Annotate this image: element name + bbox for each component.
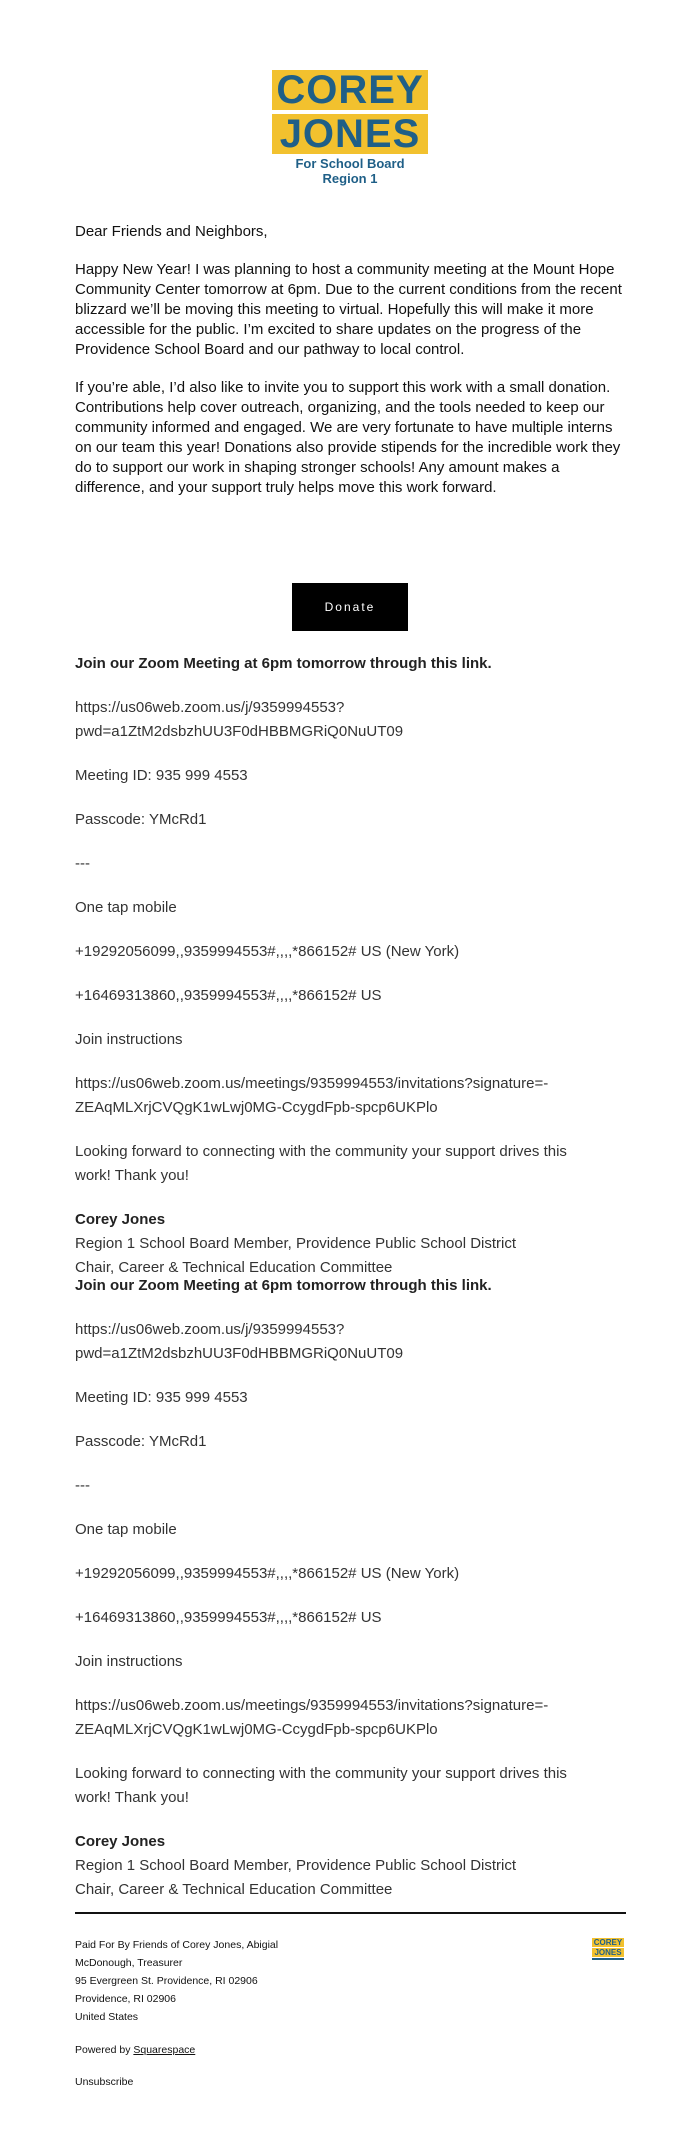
meeting-id: Meeting ID: 935 999 4553 <box>75 767 248 784</box>
footer-logo <box>592 1938 624 1960</box>
signature-name: Corey Jones <box>75 1211 166 1228</box>
footer-address <box>75 1936 315 2026</box>
closing-line-1: Looking forward to connecting with the community your support drives this <box>75 1143 567 1160</box>
separator: --- <box>75 855 90 872</box>
campaign-logo <box>272 68 428 186</box>
signature-role-2: Chair, Career & Technical Education Committee <box>75 1259 393 1276</box>
phone-new-york[interactable]: +19292056099,,9359994553#,,,,*866152# US (New York) <box>75 943 460 960</box>
invitation-link-line-1[interactable]: https://us06web.zoom.us/meetings/9359994553/invitations?signature=- <box>75 1075 549 1092</box>
zoom-link-line-1[interactable]: https://us06web.zoom.us/j/9359994553? <box>75 699 345 716</box>
phone-new-york[interactable]: +19292056099,,9359994553#,,,,*866152# US (New York) <box>75 1565 460 1582</box>
country: United States <box>75 2011 139 2023</box>
signature-role-2: Chair, Career & Technical Education Committee <box>75 1881 393 1898</box>
phone-us[interactable]: +16469313860,,9359994553#,,,,*866152# US <box>75 1609 382 1626</box>
donate-button[interactable]: Donate <box>292 583 408 631</box>
zoom-link-line-2[interactable]: pwd=a1ZtM2dsbzhUU3F0dHBBMGRiQ0NuUT09 <box>75 723 404 740</box>
signature-name: Corey Jones <box>75 1833 166 1850</box>
unsubscribe-link[interactable]: Unsubscribe <box>75 2076 134 2088</box>
closing-line-1: Looking forward to connecting with the community your support drives this <box>75 1765 567 1782</box>
mini-logo-stripe <box>592 1958 624 1960</box>
separator: --- <box>75 1477 90 1494</box>
zoom-heading: Join our Zoom Meeting at 6pm tomorrow through this link. <box>75 1277 492 1294</box>
mini-logo-line-2: JONES <box>592 1948 624 1957</box>
meeting-id: Meeting ID: 935 999 4553 <box>75 1389 248 1406</box>
invitation-link-line-2[interactable]: ZEAqMLXrjCVQgK1wLwj0MG-CcygdFpb-spcp6UKPlo <box>75 1721 438 1738</box>
one-tap-label: One tap mobile <box>75 1521 177 1538</box>
closing-line-2: work! Thank you! <box>75 1789 189 1806</box>
logo-line-1: COREY <box>276 68 424 112</box>
mini-logo-line-1: COREY <box>593 1938 623 1947</box>
join-instructions-label: Join instructions <box>75 1653 183 1670</box>
one-tap-label: One tap mobile <box>75 899 177 916</box>
passcode: Passcode: YMcRd1 <box>75 811 207 828</box>
greeting: Dear Friends and Neighbors, <box>75 223 268 240</box>
address-line-2: Providence, RI 02906 <box>75 1993 176 2005</box>
footer-divider <box>75 1912 626 1914</box>
logo-subtitle: For School Board Region 1 <box>295 156 405 186</box>
signature-role-1: Region 1 School Board Member, Providence Public School District <box>75 1857 517 1874</box>
powered-by <box>75 2041 195 2059</box>
invitation-link-line-2[interactable]: ZEAqMLXrjCVQgK1wLwj0MG-CcygdFpb-spcp6UKPlo <box>75 1099 438 1116</box>
logo-line-2: JONES <box>279 112 421 156</box>
zoom-link-line-1[interactable]: https://us06web.zoom.us/j/9359994553? <box>75 1321 345 1338</box>
address-line-1: 95 Evergreen St. Providence, RI 02906 <box>75 1975 258 1987</box>
paid-for-text: Paid For By Friends of Corey Jones, Abigial McDonough, Treasurer <box>75 1939 279 1969</box>
passcode: Passcode: YMcRd1 <box>75 1433 207 1450</box>
closing-line-2: work! Thank you! <box>75 1167 189 1184</box>
zoom-link-line-2[interactable]: pwd=a1ZtM2dsbzhUU3F0dHBBMGRiQ0NuUT09 <box>75 1345 404 1362</box>
powered-by-prefix: Powered by <box>75 2044 134 2056</box>
squarespace-link[interactable]: Squarespace <box>133 2044 196 2056</box>
join-instructions-label: Join instructions <box>75 1031 183 1048</box>
invitation-link-line-1[interactable]: https://us06web.zoom.us/meetings/9359994553/invitations?signature=- <box>75 1697 549 1714</box>
zoom-heading: Join our Zoom Meeting at 6pm tomorrow through this link. <box>75 655 492 672</box>
signature-role-1: Region 1 School Board Member, Providence Public School District <box>75 1235 517 1252</box>
letter-paragraph-2: If you’re able, I’d also like to invite you to support this work with a small donation. Contributions help cover outreach, organizing, and the tools needed to keep our community informed and engaged. We are very fortunate to have multiple interns on our team this year! Donations also provide stipends for the incredible work they do to support our work in shaping stronger schools! Any amount makes a difference, and your support truly helps move this work forward. <box>75 379 621 496</box>
phone-us[interactable]: +16469313860,,9359994553#,,,,*866152# US <box>75 987 382 1004</box>
letter-paragraph-1: Happy New Year! I was planning to host a community meeting at the Mount Hope Community Center tomorrow at 6pm. Due to the current conditions from the recent blizzard we’ll be moving this meeting to virtual. Hopefully this will make it more accessible for the public. I’m excited to share updates on the progress of the Providence School Board and our pathway to local control. <box>75 261 622 358</box>
